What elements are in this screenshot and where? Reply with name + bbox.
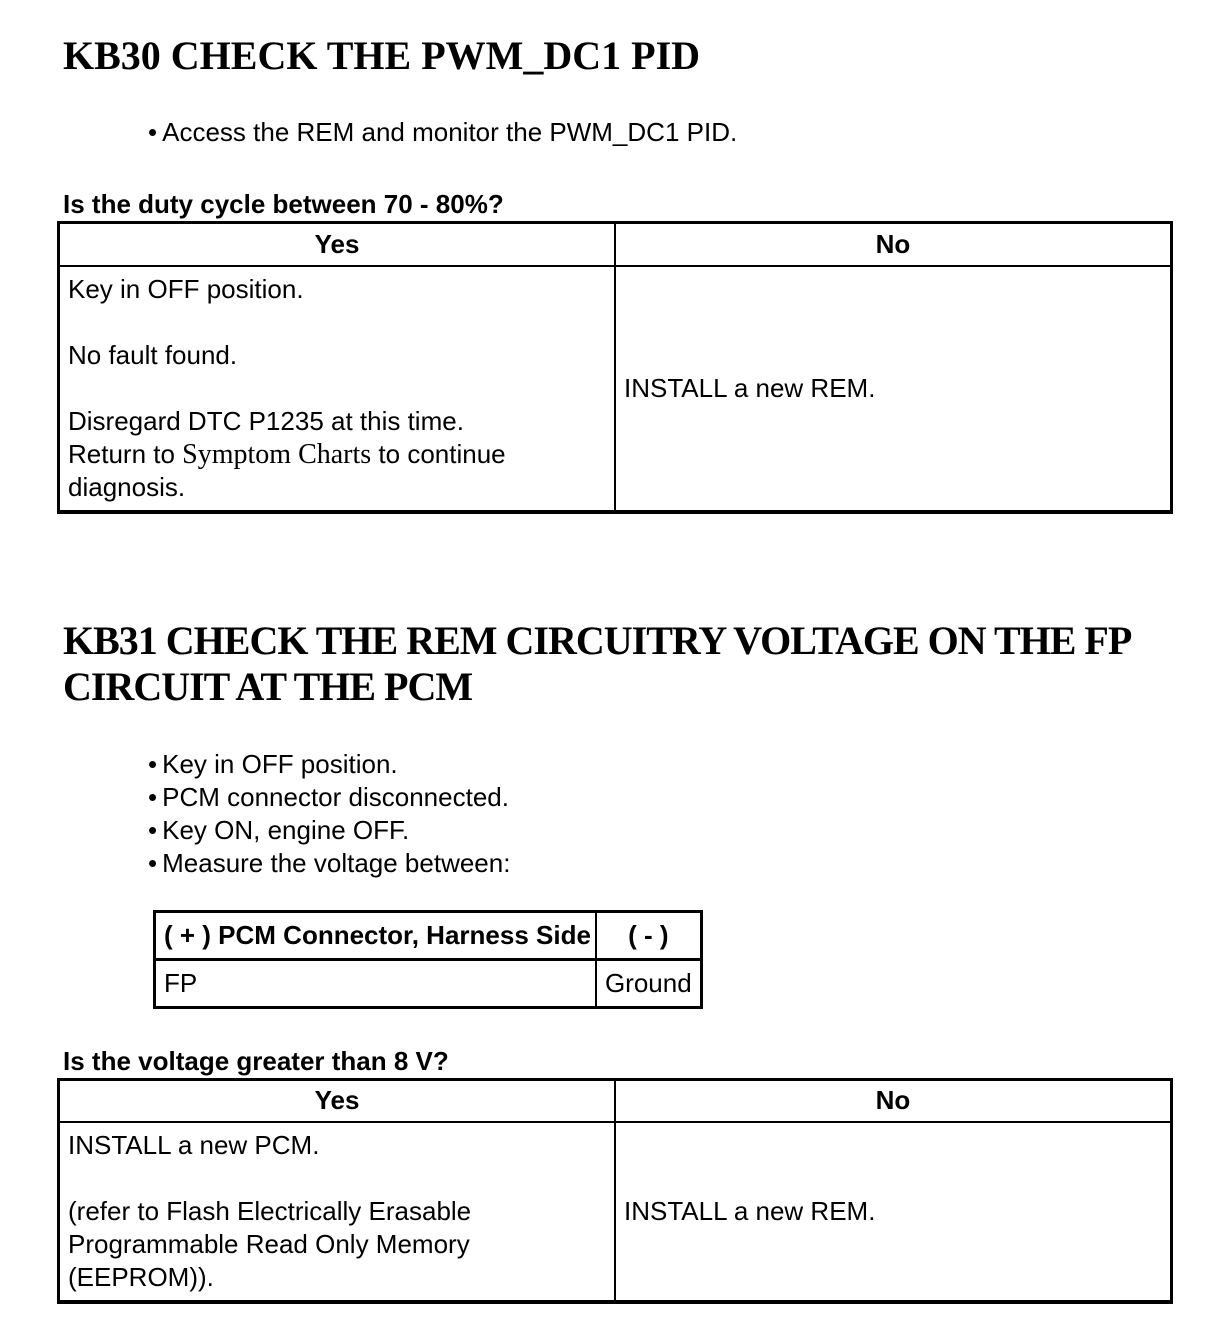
yes-cell-paragraph: Key in OFF position. <box>68 273 304 304</box>
bullet-icon: • <box>148 814 158 845</box>
bullet-text: Key ON, engine OFF. <box>162 814 410 845</box>
yes-cell-paragraph: INSTALL a new PCM. <box>68 1130 320 1160</box>
yes-cell-paragraph <box>68 438 606 504</box>
bullet-icon: • <box>148 781 158 812</box>
yes-cell-paragraph: Disregard DTC P1235 at this time. <box>68 405 464 436</box>
table-header-row <box>59 223 1172 266</box>
kb31-yes-cell <box>59 1122 616 1302</box>
kb30-bullet-list <box>57 116 1175 149</box>
kb30-result-table <box>57 221 1173 514</box>
table-row <box>59 266 1172 512</box>
negative-lead-header: ( - ) <box>596 911 701 959</box>
kb31-measurement-table <box>153 910 703 1009</box>
kb30-heading: KB30 CHECK THE PWM_DC1 PID <box>63 33 701 78</box>
symptom-charts-link[interactable]: Symptom Charts <box>182 438 372 470</box>
table-row <box>155 959 702 1007</box>
list-item <box>148 847 1175 880</box>
bullet-icon: • <box>148 748 158 779</box>
bullet-text: Measure the voltage between: <box>162 847 511 878</box>
kb30-yes-cell <box>59 266 616 512</box>
kb30-no-cell: INSTALL a new REM. <box>615 266 1172 512</box>
table-row <box>59 1122 1172 1302</box>
bullet-text: Key in OFF position. <box>162 748 398 779</box>
kb31-question: Is the voltage greater than 8 V? <box>63 1045 449 1076</box>
positive-lead-value: FP <box>155 959 596 1007</box>
table-header-row <box>59 1079 1172 1122</box>
kb31-no-cell: INSTALL a new REM. <box>615 1122 1172 1302</box>
reference-prefix-text: Return to <box>68 438 183 469</box>
yes-column-header: Yes <box>59 223 616 266</box>
table-header-row <box>155 911 702 959</box>
section-kb30 <box>57 33 1175 514</box>
yes-column-header: Yes <box>59 1079 616 1122</box>
no-column-header: No <box>615 223 1172 266</box>
bullet-text: Access the REM and monitor the PWM_DC1 PID. <box>162 117 738 147</box>
section-kb31 <box>57 618 1175 1305</box>
bullet-text: PCM connector disconnected. <box>162 781 509 812</box>
list-item <box>148 748 1175 781</box>
no-column-header: No <box>615 1079 1172 1122</box>
yes-cell-paragraph: (refer to Flash Electrically Erasable Programmable Read Only Memory (EEPROM)). <box>68 1196 472 1292</box>
bullet-icon: • <box>148 847 158 878</box>
kb31-heading: KB31 CHECK THE REM CIRCUITRY VOLTAGE ON THE FP CIRCUIT AT THE PCM <box>63 617 1130 709</box>
negative-lead-value: Ground <box>596 959 701 1007</box>
kb31-bullet-list <box>57 748 1175 880</box>
list-item <box>148 781 1175 814</box>
bullet-icon: • <box>148 117 158 147</box>
kb31-result-table <box>57 1078 1173 1305</box>
kb30-question: Is the duty cycle between 70 - 80%? <box>63 189 504 219</box>
list-item <box>148 116 1175 149</box>
yes-cell-paragraph: No fault found. <box>68 339 238 370</box>
reference-suffix-text: to continue diagnosis. <box>68 438 506 502</box>
list-item <box>148 814 1175 847</box>
positive-lead-header: ( + ) PCM Connector, Harness Side <box>155 911 596 959</box>
